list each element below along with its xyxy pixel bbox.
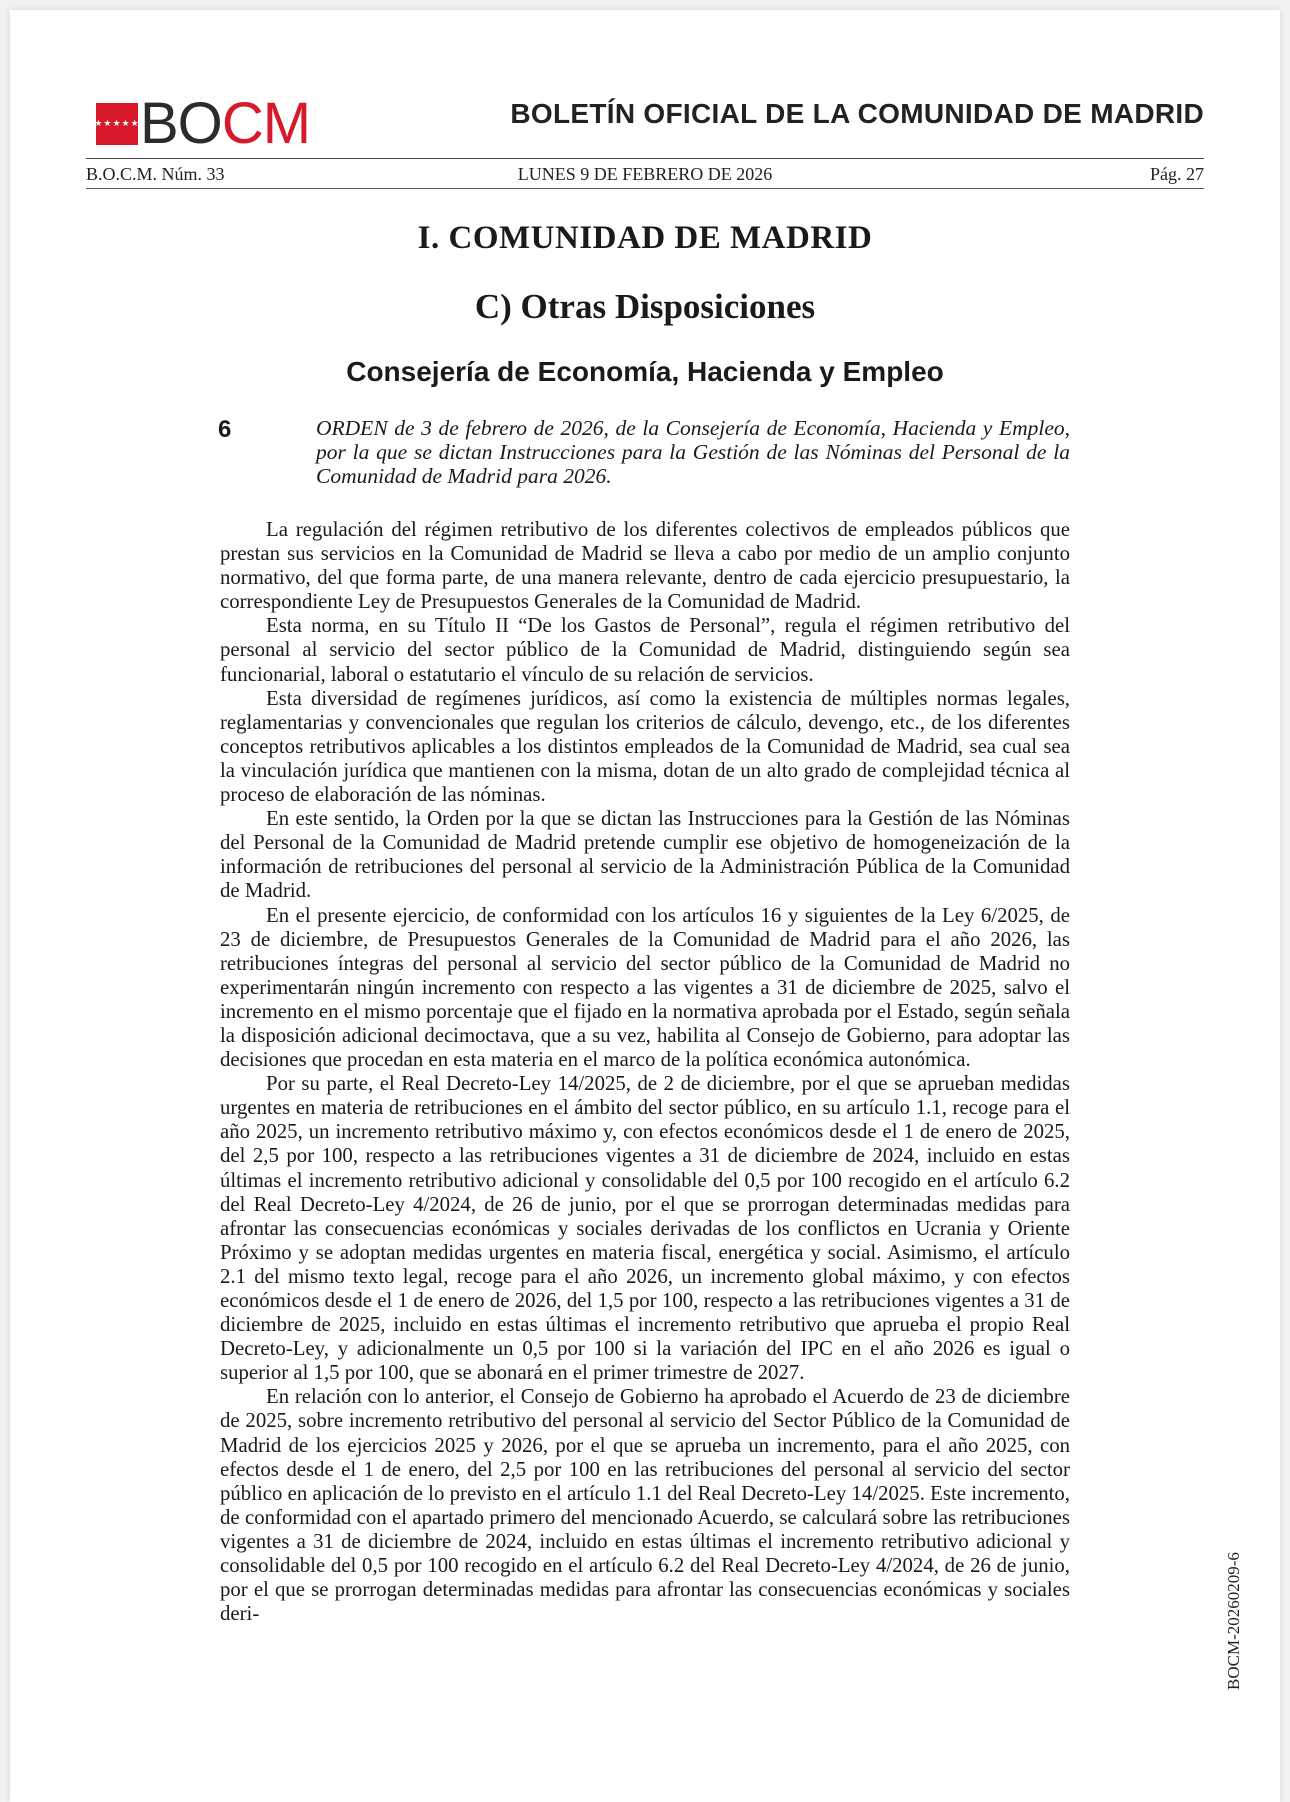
body-text (220, 518, 1070, 1626)
issue-date: LUNES 9 DE FEBRERO DE 2026 (517, 164, 773, 184)
item-number: 6 (218, 416, 232, 443)
paragraph: En relación con lo anterior, el Consejo de Gobierno ha aprobado el Acuerdo de 23 de diciembre de 2025, sobre incremento retributivo del personal al servicio del Sector Público de la Comunidad de Madrid de los ejercicios 2025 y 2026, por el que se aprueba un incremento, para el año 2025, con efectos desde el 1 de enero, del 2,5 por 100 en las retribuciones del personal al servicio del sector público en aplicación de lo previsto en el artículo 1.1 del Real Decreto-Ley 14/2025. Este incremento, de conformidad con el apartado primero del mencionado Acuerdo, se calculará sobre las retribuciones vigentes a 31 de diciembre de 2024, incluido en estas últimas el incremento retributivo adicional y consolidable del 0,5 por 100 recogido en el artículo 6.2 del Real Decreto-Ley 4/2024, de 26 de junio, por el que se prorrogan determinadas medidas para afrontar las consecuencias económicas y sociales deri- (220, 1385, 1070, 1626)
gazette-title: BOLETÍN OFICIAL DE LA COMUNIDAD DE MADRID (510, 98, 1204, 129)
madrid-flag-icon: ★★★★★★★ (96, 103, 138, 145)
header-rule-top (86, 158, 1204, 159)
paragraph: En este sentido, la Orden por la que se dictan las Instrucciones para la Gestión de las Nóminas del Personal de la Comunidad de Madrid pretende cumplir ese objetivo de homogeneización de la información de retribuciones del personal al servicio de la Administración Pública de la Comunidad de Madrid. (220, 807, 1070, 903)
logo-wordmark-accent: CM (221, 91, 311, 156)
logo-wordmark (140, 91, 311, 156)
department-heading: Consejería de Economía, Hacienda y Empleo (346, 356, 944, 387)
document-reference-code: BOCM-20260209-6 (1224, 1552, 1243, 1690)
section-heading: I. COMUNIDAD DE MADRID (417, 220, 873, 256)
paragraph: Esta diversidad de regímenes jurídicos, así como la existencia de múltiples normas legales, reglamentarias y convencionales que regulan los criterios de cálculo, devengo, etc., de los diferentes conceptos retributivos aplicables a los distintos empleados de la Comunidad de Madrid, sea cual sea la vinculación jurídica que mantienen con la misma, dotan de un alto grado de complejidad técnica al proceso de elaboración de las nóminas. (220, 686, 1070, 807)
order-title: ORDEN de 3 de febrero de 2026, de la Consejería de Economía, Hacienda y Empleo, por la que se dictan Instrucciones para la Gestión de las Nóminas del Personal de la Comunidad de Madrid para 2026. (316, 416, 1070, 488)
header-rule-bottom (86, 188, 1204, 189)
bocm-logo (85, 91, 311, 156)
paragraph: Esta norma, en su Título II “De los Gastos de Personal”, regula el régimen retributivo del personal al servicio del sector público de la Comunidad de Madrid, distinguiendo según sea funcionarial, laboral o estatutario el vínculo de su relación de servicios. (220, 614, 1070, 686)
logo-wordmark-main: BO (140, 91, 222, 156)
page-number: Pág. 27 (1150, 164, 1204, 184)
issue-number: B.O.C.M. Núm. 33 (86, 164, 225, 184)
paragraph: Por su parte, el Real Decreto-Ley 14/2025, de 2 de diciembre, por el que se aprueban medidas urgentes en materia de retribuciones en el ámbito del sector público, en su artículo 1.1, recoge para el año 2025, un incremento retributivo máximo y, con efectos económicos desde el 1 de enero de 2025, del 2,5 por 100, respecto a las retribuciones vigentes a 31 de diciembre de 2024, incluido en estas últimas el incremento retributivo adicional y consolidable del 0,5 por 100 recogido en el artículo 6.2 del Real Decreto-Ley 4/2024, de 26 de junio, por el que se prorrogan determinadas medidas para afrontar las consecuencias económicas y sociales derivadas de los conflictos en Ucrania y Oriente Próximo y se adoptan medidas urgentes en materia fiscal, energética y social. Asimismo, el artículo 2.1 del mismo texto legal, recoge para el año 2026, un incremento global máximo, y con efectos económicos desde el 1 de enero de 2026, del 1,5 por 100, respecto a las retribuciones vigentes a 31 de diciembre de 2025, incluido en estas últimas el incremento retributivo que aprueba el propio Real Decreto-Ley, y adicionalmente un 0,5 por 100 si la variación del IPC en el año 2026 es igual o superior al 1,5 por 100, que se abonará en el primer trimestre de 2027. (220, 1072, 1070, 1385)
subsection-heading: C) Otras Disposiciones (474, 287, 816, 326)
paragraph: En el presente ejercicio, de conformidad con los artículos 16 y siguientes de la Ley 6/2025, de 23 de diciembre, de Presupuestos Generales de la Comunidad de Madrid para el año 2026, las retribuciones íntegras del personal al servicio del sector público de la Comunidad de Madrid no experimentarán ningún incremento con respecto a las vigentes a 31 de diciembre de 2025, salvo el incremento en el mismo porcentaje que el fijado en la normativa aprobada por el Estado, según señala la disposición adicional decimoctava, que a su vez, habilita al Consejo de Gobierno, para adoptar las decisiones que procedan en esta materia en el marco de la política económica autonómica. (220, 903, 1070, 1072)
paragraph: La regulación del régimen retributivo de los diferentes colectivos de empleados públicos que prestan sus servicios en la Comunidad de Madrid se lleva a cabo por medio de un amplio conjunto normativo, del que forma parte, de una manera relevante, dentro de cada ejercicio presupuestario, la correspondiente Ley de Presupuestos Generales de la Comunidad de Madrid. (220, 518, 1070, 614)
